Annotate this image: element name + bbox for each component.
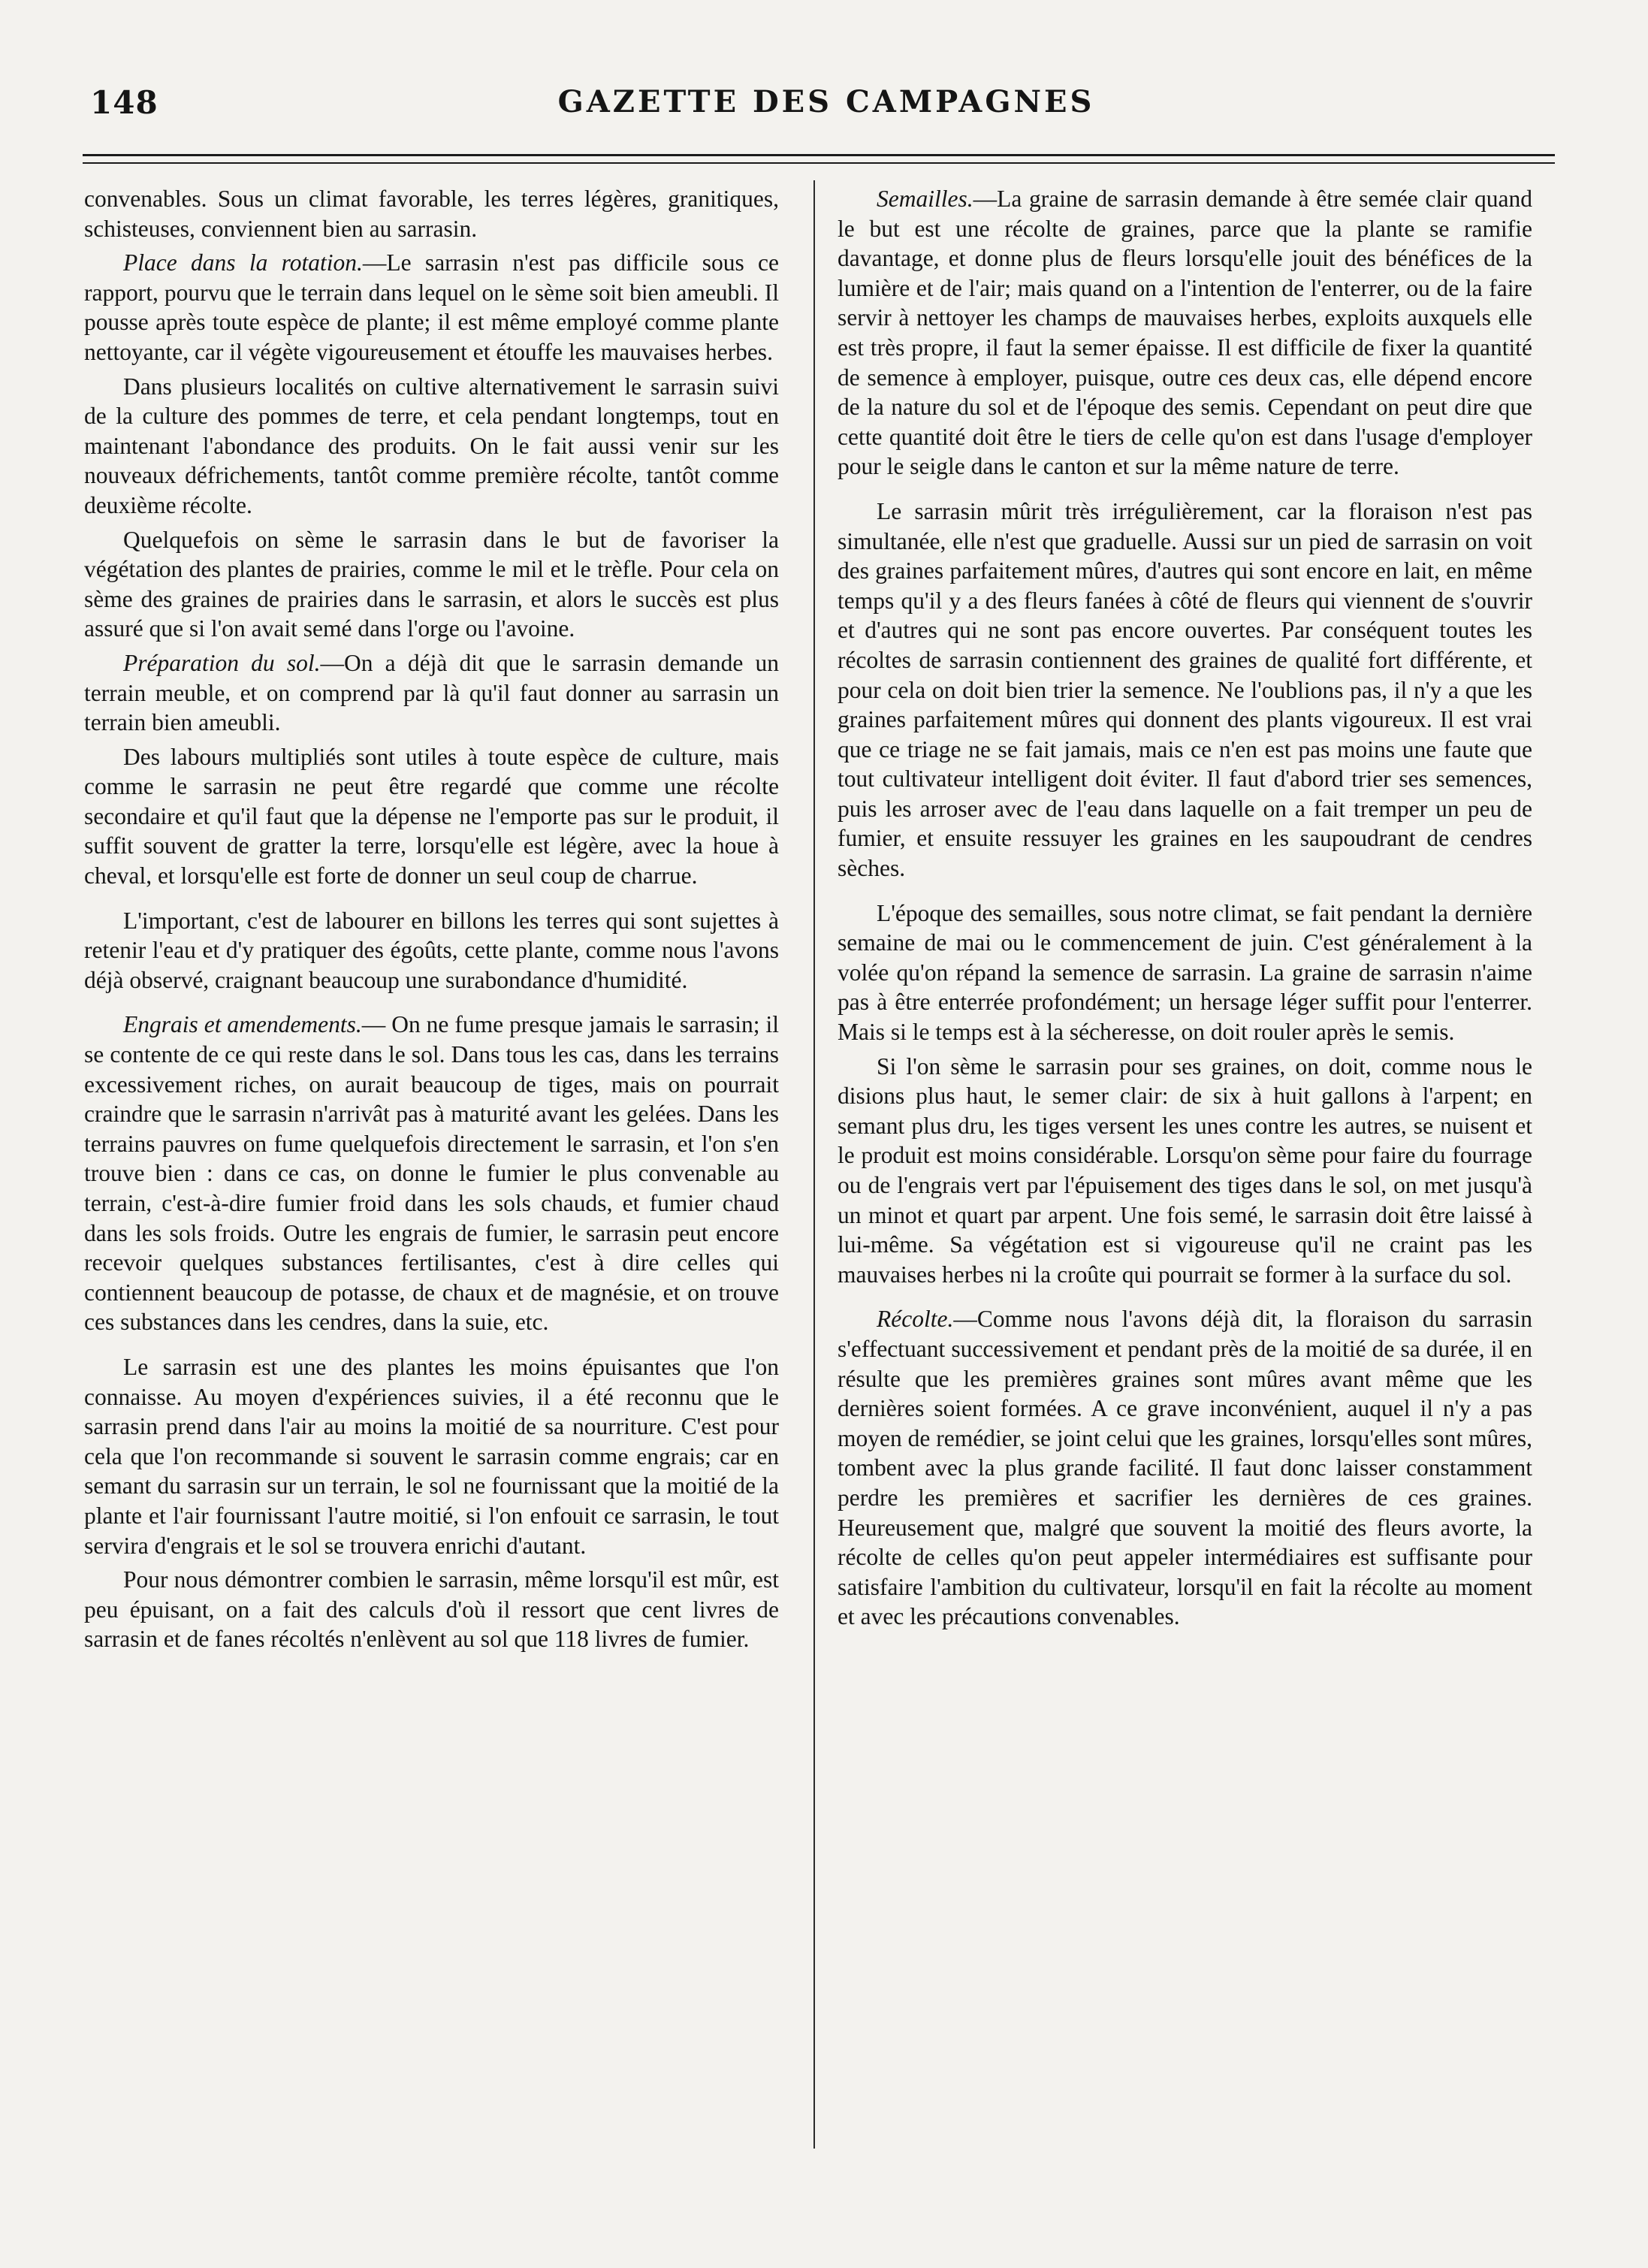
paragraph: Quelquefois on sème le sarrasin dans le but de favoriser la végétation des plantes de prairies, comme le mil et le trèfle. Pour cela on sème des graines de prairies dans le sarrasin, et alors le succès est plus assuré que si l'on avait semé dans l'orge ou l'avoine. — [84, 526, 779, 642]
column-divider — [813, 180, 815, 2149]
section-body: —Le sarrasin n'est pas difficile sous ce rapport, pourvu que le terrain dans lequel on le sème soit bien ameubli. Il pousse après toute espèce de plante; il est même employé comme plante nettoyante, car il végète vigoureusement et étouffe les mauvaises herbes. — [84, 249, 779, 365]
right-column — [838, 184, 1532, 1632]
paragraph: Le sarrasin mûrit très irrégulièrement, car la floraison n'est pas simultanée, elle n'est que graduelle. Aussi sur un pied de sarrasin on voit des graines parfaitement mûres, d'autres qui sont encore en lait, en même temps qu'il y a des fleurs fanées à côté de fleurs qui viennent de s'ouvrir et d'autres qui ne sont pas encore ouvertes. Par conséquent toutes les récoltes de sarrasin contiennent des graines de qualité fort différente, et pour cela on doit bien trier la semence. Ne l'oublions pas, il n'y a que les graines parfaitement mûres qui donnent des plants vigoureux. Il est vrai que ce triage ne se fait jamais, mais ce n'en est pas moins une faute que tout cultivateur intelligent doit éviter. Il faut d'abord trier ses semences, puis les arroser avec de l'eau dans laquelle on a fait tremper un peu de fumier, et ensuite ressuyer les graines en les saupoudrant de cendres sèches. — [838, 497, 1532, 882]
paragraph — [84, 648, 779, 738]
section-heading: Engrais et amendements. — [123, 1011, 362, 1038]
paragraph: Dans plusieurs localités on cultive alternativement le sarrasin suivi de la culture des pommes de terre, et cela pendant longtemps, tout en maintenant l'abondance des produits. On le fait aussi venir sur les nouveaux défrichements, tantôt comme première récolte, tantôt comme deuxième récolte. — [84, 373, 779, 518]
paragraph — [84, 248, 779, 367]
section-heading: Semailles. — [877, 186, 973, 212]
paragraph: Des labours multipliés sont utiles à toute espèce de culture, mais comme le sarrasin ne peut être regardé que comme une récolte secondaire et qu'il faut que la dépense ne l'emporte pas sur le produit, il suffit souvent de gratter la terre, lorsqu'elle est légère, avec la houe à cheval, et lorsqu'elle est forte de donner un seul coup de charrue. — [84, 743, 779, 889]
section-body: —Comme nous l'avons déjà dit, la floraison du sarrasin s'effectuant successivement et pendant près de la moitié de sa durée, il en résulte que les premières graines sont mûres avant même que les dernières soient formées. A ce grave inconvénient, auquel il n'y a pas moyen de remédier, se joint celui que les graines, lorsqu'elles sont mûres, tombent avec la plus grande facilité. Il faut donc laisser constamment perdre les premières et sacrifier les dernières de ces graines. Heureusement que, malgré que souvent la moitié des fleurs avorte, la récolte de celles qu'on peut appeler intermédiaires est suffisante pour satisfaire l'ambition du cultivateur, lorsqu'il en fait la récolte au moment et avec les précautions convenables. — [838, 1306, 1532, 1630]
section-body: —La graine de sarrasin demande à être semée clair quand le but est une récolte de graines, parce que la plante se ramifie davantage, et donne plus de fleurs lorsqu'elle jouit des bénéfices de la lumière et de l'air; mais quand on a l'intention de l'enterrer, ou de la faire servir à nettoyer les champs de mauvaises herbes, exploits auxquels elle est très propre, il faut la semer épaisse. Il est difficile de fixer la quantité de semence à employer, puisque, outre ces deux cas, elle dépend encore de la nature du sol et de l'époque des semis. Cependant on peut dire que cette quantité doit être le tiers de celle qu'on est dans l'usage d'employer pour le seigle dans le canton et sur la même nature de terre. — [838, 186, 1532, 480]
paragraph — [838, 184, 1532, 482]
section-body: — On ne fume presque jamais le sarrasin; il se contente de ce qui reste dans le sol. Dans tous les cas, dans les terrains excessivement riches, on aurait beaucoup de tiges, mais on pourrait craindre que le sarrasin n'arrivât pas à maturité avant les gelées. Dans les terrains pauvres on fume quelquefois directement le sarrasin, et l'on s'en trouve bien : dans ce cas, on donne le fumier le plus convenable au terrain, c'est-à-dire fumier froid dans les sols chauds, et fumier chaud dans les sols froids. Outre les engrais de fumier, le sarrasin peut encore recevoir quelques substances fertilisantes, c'est à dire celles qui contiennent beaucoup de potasse, de chaux et de magnésie, et on trouve ces substances dans les cendres, dans la suie, etc. — [84, 1011, 779, 1336]
header-rule — [83, 154, 1555, 164]
left-column — [84, 184, 779, 1654]
page-header — [83, 75, 1570, 128]
section-heading: Récolte. — [877, 1306, 954, 1333]
section-heading: Préparation du sol. — [123, 649, 321, 676]
page-number: 148 — [90, 84, 158, 121]
section-body: —On a déjà dit que le sarrasin demande un terrain meuble, et on comprend par là qu'il faut donner au sarrasin un terrain bien ameubli. — [84, 649, 779, 736]
running-title: GAZETTE DES CAMPAGNES — [557, 84, 1095, 119]
paragraph — [838, 1304, 1532, 1632]
paragraph: L'époque des semailles, sous notre climat, se fait pendant la dernière semaine de mai ou le commencement de juin. C'est généralement à la volée qu'on répand la semence de sarrasin. La graine de sarrasin n'aime pas à être enterrée profondément; un hersage léger suffit pour l'enterrer. Mais si le temps est à la sécheresse, on doit rouler après le semis. — [838, 899, 1532, 1046]
section-heading: Place dans la rotation. — [123, 249, 363, 276]
paragraph: Si l'on sème le sarrasin pour ses graines, on doit, comme nous le disions plus haut, le semer clair: de six à huit gallons à l'arpent; en semant plus dru, les tiges versent les unes contre les autres, se nuisent et le produit est moins considérable. Lorsqu'on sème pour faire du fourrage ou de l'engrais vert par l'épuisement des tiges dans le sol, on met jusqu'à un minot et quart par arpent. Une fois semé, le sarrasin doit être laissé à lui-même. Sa végétation est si vigoureuse qu'il ne craint pas les mauvaises herbes ni la croûte qui pourrait se former à la surface du sol. — [838, 1052, 1532, 1288]
paragraph: Le sarrasin est une des plantes les moins épuisantes que l'on connaisse. Au moyen d'expériences suivies, il a été reconnu que le sarrasin prend dans l'air au moins la moitié de sa nourriture. C'est pour cela que l'on recommande si souvent le sarrasin comme engrais; car en semant du sarrasin sur un terrain, le sol ne fournissant que la moitié de la plante et l'air fournissant l'autre moitié, si l'on enfouit ce sarrasin, le tout servira d'engrais et le sol se trouvera enrichi d'autant. — [84, 1353, 779, 1559]
paragraph: L'important, c'est de labourer en billons les terres qui sont sujettes à retenir l'eau et d'y pratiquer des égoûts, cette plante, comme nous l'avons déjà observé, craignant beaucoup une surabondance d'humidité. — [84, 907, 779, 993]
paragraph: convenables. Sous un climat favorable, les terres légères, granitiques, schisteuses, conviennent bien au sarrasin. — [84, 186, 779, 242]
paragraph: Pour nous démontrer combien le sarrasin, même lorsqu'il est mûr, est peu épuisant, on a fait des calculs d'où il ressort que cent livres de sarrasin et de fanes récoltés n'enlèvent au sol que 118 livres de fumier. — [84, 1566, 779, 1653]
paragraph — [84, 1010, 779, 1337]
